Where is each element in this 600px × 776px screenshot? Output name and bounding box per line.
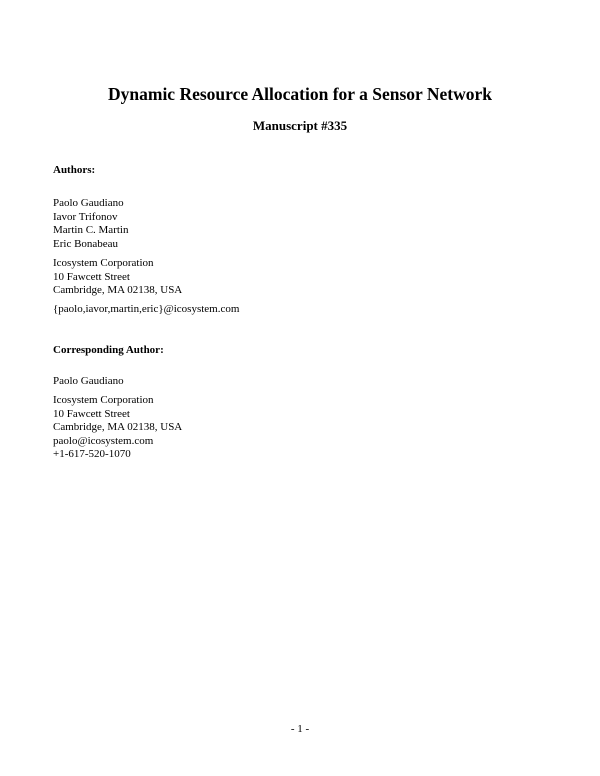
address-line: Cambridge, MA 02138, USA — [53, 421, 183, 433]
authors-address — [53, 257, 182, 298]
author-name: Martin C. Martin — [53, 224, 129, 236]
author-name: Iavor Trifonov — [53, 210, 118, 223]
corresponding-author-name — [53, 375, 124, 389]
page-number: - 1 - — [290, 723, 310, 735]
manuscript-number: Manuscript #335 — [252, 118, 348, 133]
address-line: 10 Fawcett Street — [53, 270, 130, 283]
email-line: paolo@icosystem.com — [53, 434, 154, 447]
paper-title: Dynamic Resource Allocation for a Sensor Network — [108, 84, 492, 104]
address-line: Cambridge, MA 02138, USA — [53, 284, 183, 296]
author-names — [53, 197, 128, 251]
address-line: Icosystem Corporation — [53, 257, 154, 269]
author-name: Paolo Gaudiano — [53, 197, 124, 209]
address-line: 10 Fawcett Street — [53, 407, 130, 420]
authors-heading: Authors: — [53, 164, 96, 176]
phone-line: +1-617-520-1070 — [53, 448, 131, 460]
author-name: Eric Bonabeau — [53, 237, 119, 250]
authors-emails — [53, 303, 239, 317]
email-line: {paolo,iavor,martin,eric}@icosystem.com — [53, 303, 240, 315]
author-name: Paolo Gaudiano — [53, 375, 124, 387]
corresponding-author-contact — [53, 394, 182, 462]
corresponding-author-heading: Corresponding Author: — [53, 344, 164, 356]
address-line: Icosystem Corporation — [53, 394, 154, 406]
